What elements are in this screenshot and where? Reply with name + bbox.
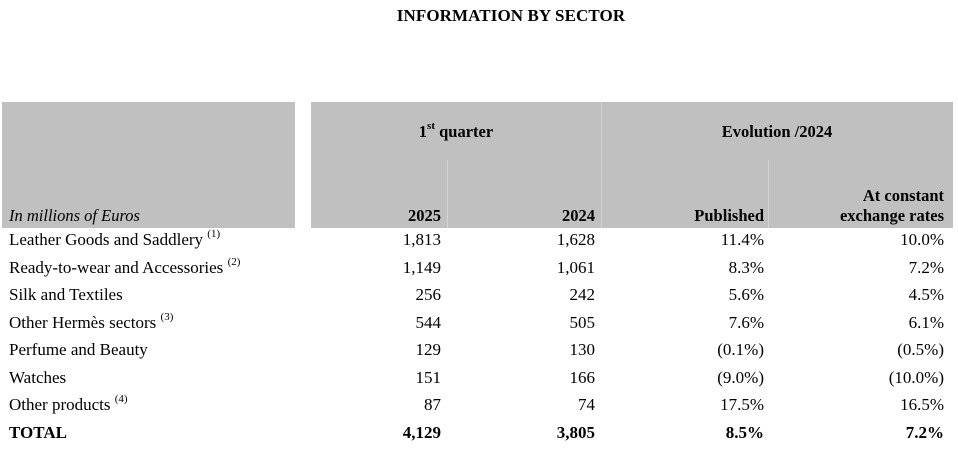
value-2025: 87 (424, 395, 441, 414)
quarter-header: 1st quarter (418, 120, 494, 141)
value-constant: 4.5% (908, 285, 944, 304)
value-constant: 10.0% (900, 230, 944, 249)
value-constant: (10.0%) (888, 367, 944, 387)
table-row (0, 255, 958, 285)
table-header (0, 102, 958, 228)
value-constant: 16.5% (900, 395, 944, 414)
row-label: Perfume and Beauty (9, 340, 148, 359)
value-published: (0.1%) (717, 340, 764, 359)
total-value-2024: 3,805 (556, 423, 595, 442)
column-header-2024: 2024 (562, 206, 595, 225)
row-label: Watches (9, 367, 67, 387)
value-constant: 7.2% (908, 257, 944, 277)
row-label: Leather Goods and Saddlery $^{(1)}$ (9, 228, 221, 249)
total-value-constant: 7.2% (905, 423, 944, 442)
evolution-header: Evolution /2024 (721, 122, 833, 141)
units-label: In millions of Euros (9, 206, 140, 225)
value-published: 11.4% (720, 230, 764, 249)
value-2024: 130 (569, 340, 595, 359)
table-row (0, 340, 958, 367)
total-value-2025: 4,129 (402, 423, 441, 442)
value-published: 5.6% (728, 285, 764, 304)
row-label: Other Hermès sectors $^{(3)}$ (9, 310, 174, 332)
column-divider (768, 160, 769, 228)
row-label: Ready-to-wear and Accessories $^{(2)}$ (9, 255, 241, 277)
table-row (0, 368, 958, 395)
column-header-published: Published (694, 206, 764, 225)
value-constant: (0.5%) (897, 340, 944, 359)
column-divider (447, 160, 448, 228)
column-header-2025: 2025 (408, 206, 441, 225)
value-published: (9.0%) (717, 367, 764, 387)
value-2024: 1,628 (556, 230, 595, 249)
value-2024: 166 (569, 367, 595, 387)
value-2024: 74 (578, 395, 595, 414)
table-row (0, 395, 958, 422)
value-published: 7.6% (728, 312, 764, 332)
column-divider (601, 102, 602, 228)
value-2025: 544 (415, 312, 441, 332)
table-row (0, 310, 958, 340)
table-row (0, 230, 958, 257)
value-2025: 1,149 (402, 257, 441, 277)
total-value-published: 8.5% (725, 423, 764, 442)
column-header-constant: At constant exchange rates (839, 186, 944, 225)
page-title: INFORMATION BY SECTOR (396, 6, 626, 25)
row-label: Other products $^{(4)}$ (9, 393, 128, 414)
value-published: 17.5% (720, 395, 764, 414)
value-2025: 151 (415, 367, 441, 387)
value-constant: 6.1% (908, 312, 944, 332)
value-published: 8.3% (728, 257, 764, 277)
total-label: TOTAL (9, 423, 67, 442)
value-2025: 256 (415, 285, 441, 304)
value-2024: 242 (569, 285, 595, 304)
value-2025: 129 (415, 340, 441, 359)
total-row (0, 423, 958, 450)
value-2025: 1,813 (402, 230, 441, 249)
table-row (0, 285, 958, 312)
value-2024: 1,061 (556, 257, 595, 277)
row-label: Silk and Textiles (9, 285, 123, 304)
value-2024: 505 (569, 312, 595, 332)
